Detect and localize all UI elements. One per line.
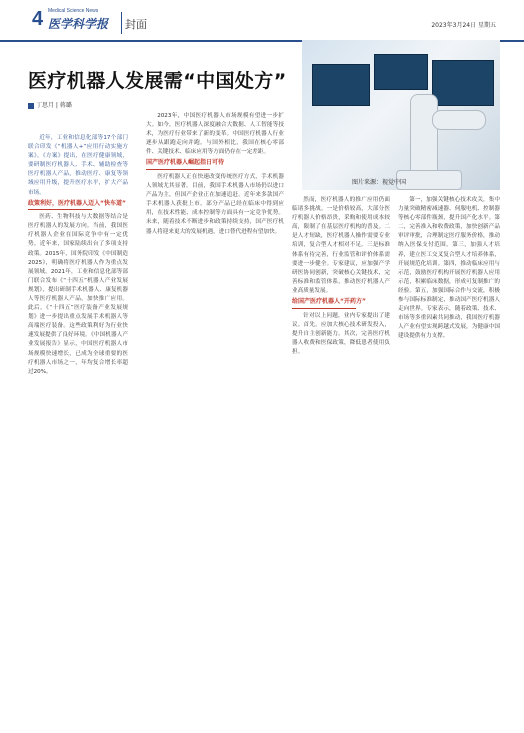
brand-english: Medical Science News xyxy=(48,8,99,14)
issue-date: 2023年3月24日 星期五 xyxy=(431,22,496,29)
article-column-1 xyxy=(28,134,128,724)
byline-text: 丁思月 | 蒋璐 xyxy=(36,102,72,109)
subheading-rule xyxy=(292,308,356,309)
body-paragraph: 医药、生物科技与大数据等结合是医疗机器人的发展方向。当前，我国医疗机器人企业在国际竞争中有一定优势。近年来，国家陆续出台了多项支持政策。2015年，国务院印发《中国制造2025》，明确将医疗机器人作为重点发展领域。2021年，工业和信息化部等部门联合发布《“十四五”机器人产业发展规划》，提出研制手术机器人、康复机器人等医疗机器人产品，加快推广应用。此后，《“十四五”医疗装备产业发展规划》进一步提出重点发展手术机器人等高端医疗装备。这些政策利好为行业快速发展提供了良好环境。《中国机器人产业发展报告》显示，中国医疗机器人市场规模快速增长，已成为全球重要的医疗机器人市场之一，年均复合增长率超过20%。 xyxy=(28,214,128,375)
body-paragraph: 第一，加强关键核心技术攻关，集中力量突破精密减速器、伺服电机、控制器等核心零部件瓶颈，提升国产化水平。第二，完善准入和收费政策，加快创新产品审评审批，合理制定医疗服务价格，推动纳入医保支付范围。第三，加强人才培养，建立医工交叉复合型人才培养体系，开展规范化培训。第四，推动临床应用与示范，鼓励医疗机构开展医疗机器人应用示范，积累临床数据，形成可复制推广的经验。第五，加强国际合作与交流，积极参与国际标准制定，推动国产医疗机器人走向世界。专家表示，随着政策、技术、市场等多重因素共同推动，我国医疗机器人产业有望实现跨越式发展，为健康中国建设提供有力支撑。 xyxy=(398,197,500,340)
header-divider xyxy=(121,12,122,34)
surgical-robot-photo xyxy=(302,40,500,190)
body-paragraph: 针对以上问题，业内专家提出了建议。首先，应加大核心技术研发投入，提升自主创新能力。其次，完善医疗机器人收费和医保政策，降低患者使用负担。 xyxy=(292,312,390,355)
monitor-screen xyxy=(312,64,370,106)
subheading-text: 国产医疗机器人崛起指日可待 xyxy=(146,159,225,167)
photo-caption: 图片来源：视觉中国 xyxy=(352,179,407,186)
section-name: 封面 xyxy=(125,18,147,31)
subheading xyxy=(146,159,284,170)
article-column-3 xyxy=(292,196,390,724)
headline: 医疗机器人发展需“中国处方” xyxy=(28,70,287,92)
page-number: 4 xyxy=(32,8,44,30)
subheading-text: 给国产医疗机器人“开药方” xyxy=(292,298,366,306)
monitor-screen xyxy=(432,60,494,106)
monitor-screen xyxy=(374,54,428,90)
byline-marker xyxy=(28,103,34,109)
body-paragraph: 2023年，中国医疗机器人市场规模有望进一步扩大。如今，医疗机器人深度融合大数据、人工智能等技术，为医疗行业带来了新的变革。中国医疗机器人行业逐步从跟跑走向并跑。与国外相比，我国在核心零部件、关键技术、临床应用等方面仍存在一定差距。 xyxy=(146,113,284,156)
robot-arm xyxy=(432,110,486,130)
body-paragraph: 然而，医疗机器人的推广应用仍面临诸多挑战。一是价格较高，大部分医疗机器人价格昂贵，采购和使用成本较高，限制了在基层医疗机构的普及。二是人才短缺，医疗机器人操作需要专业培训，复合型人才相对不足。三是标准体系有待完善，行业监管和评价体系需要进一步健全。专家建议，应加强产学研医协同创新，突破核心关键技术，完善标准和监管体系，推动医疗机器人产业高质量发展。 xyxy=(292,197,390,294)
article-column-4 xyxy=(398,196,500,724)
subheading-rule xyxy=(28,209,92,210)
subheading xyxy=(292,298,390,309)
article-column-2 xyxy=(146,112,284,724)
page-header xyxy=(0,0,524,42)
subheading xyxy=(28,200,128,211)
subheading-rule xyxy=(146,169,210,170)
brand-logo: 医学科学报 xyxy=(48,17,109,31)
body-paragraph: 医疗机器人正在快速改变传统医疗方式，手术机器人领域尤其显著。目前，我国手术机器人市场仍以进口产品为主，但国产企业正在加速追赶。近年来多款国产手术机器人获批上市，部分产品已经在临床中得到应用，在技术性能、成本控制等方面具有一定竞争优势。未来，随着技术不断进步和政策持续支持，国产医疗机器人将迎来更大的发展机遇，进口替代进程有望加快。 xyxy=(146,173,284,235)
lead-paragraph: 近年，工业和信息化部等17个部门联合印发《“机器人+”应用行动实施方案》。《方案》提出，在医疗健康领域，要研制医疗机器人、手术、辅助检查等医疗机器人产品，推动医疗、康复等领域应用升级，提升医疗水平，扩大产品市场。 xyxy=(28,135,128,196)
subheading-text: 政策利好，医疗机器人迈入“快车道” xyxy=(28,199,126,207)
byline xyxy=(28,100,72,109)
